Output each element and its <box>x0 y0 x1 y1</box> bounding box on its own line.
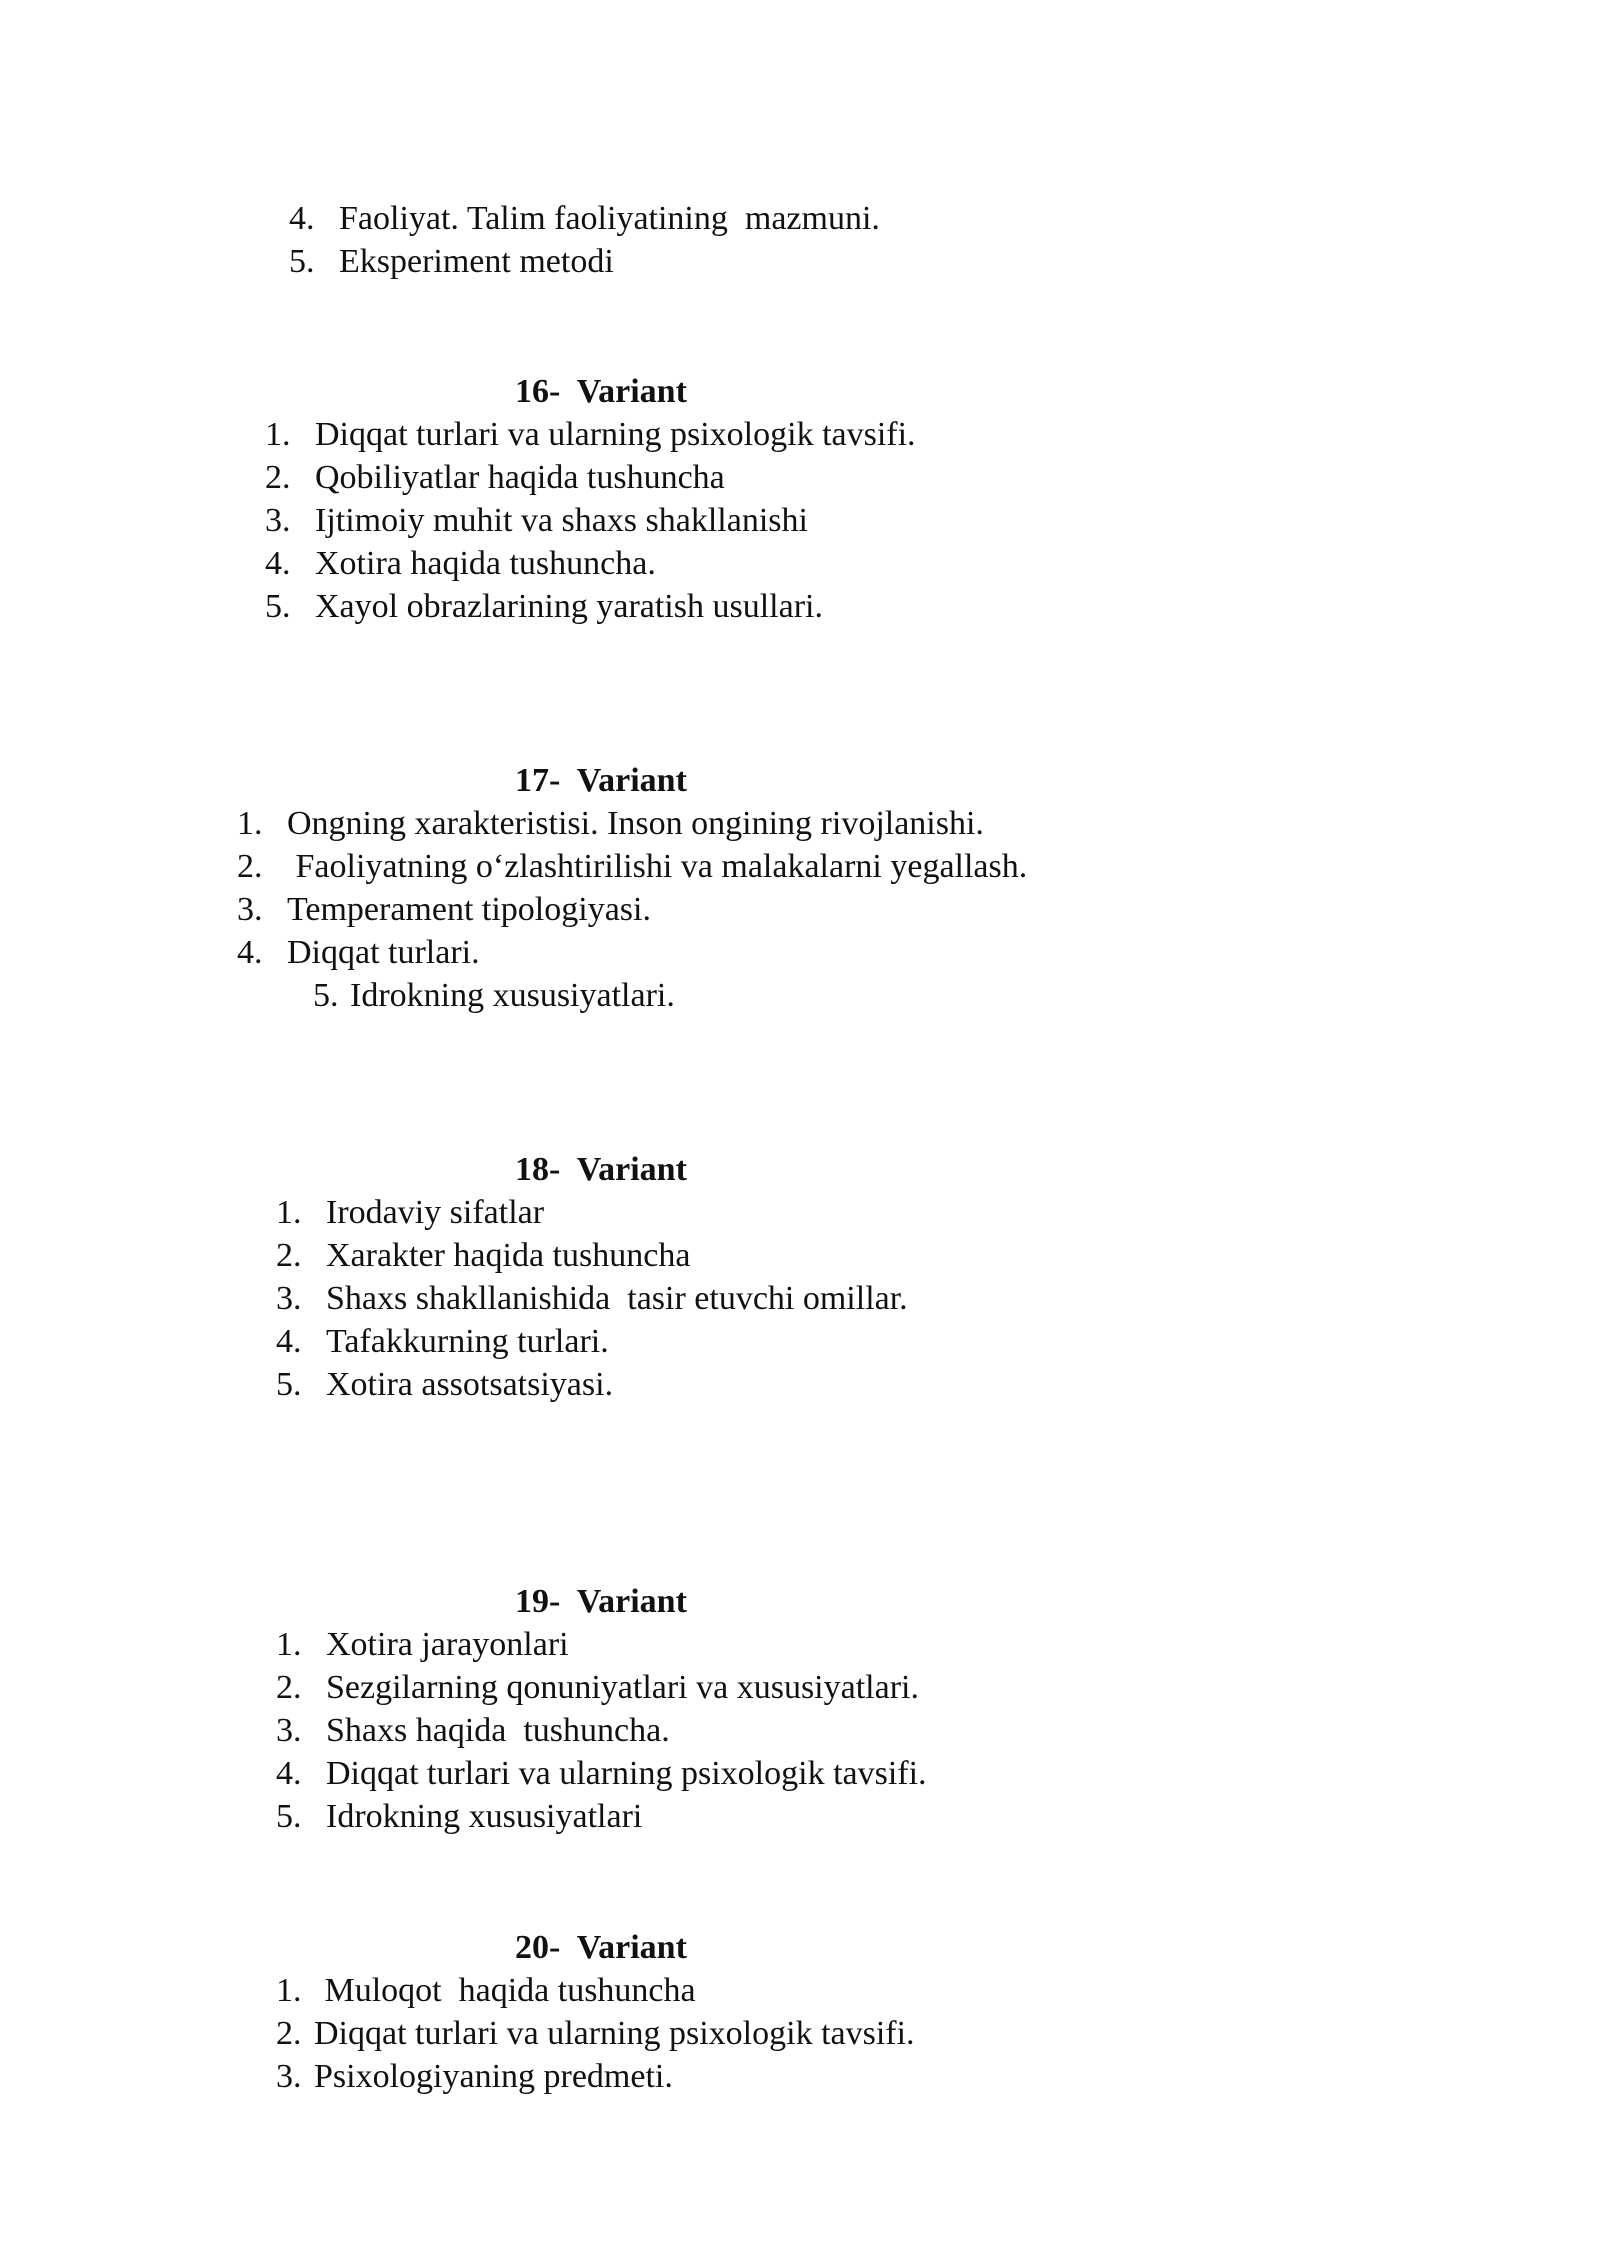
list-item <box>237 931 480 974</box>
item-text: Idrokning xususiyatlari. <box>350 977 675 1014</box>
item-number: 4. <box>289 200 315 237</box>
list-item <box>265 499 808 542</box>
item-number: 4. <box>265 545 291 582</box>
list-item <box>276 1191 544 1234</box>
item-number: 2. <box>276 1669 302 1706</box>
list-item <box>276 1320 609 1363</box>
item-number: 1. <box>265 416 291 453</box>
item-number: 3. <box>276 2058 302 2095</box>
item-text: Xotira jarayonlari <box>326 1626 569 1663</box>
item-text: Eksperiment metodi <box>339 243 614 280</box>
item-number: 3. <box>276 1712 302 1749</box>
list-item <box>255 197 614 326</box>
item-text: Xotira haqida tushuncha. <box>315 545 656 582</box>
list-item <box>313 974 675 1017</box>
item-number: 2. <box>265 459 291 496</box>
item-text: Diqqat turlari va ularning psixologik tavsifi. <box>326 1755 927 1792</box>
item-text: Idrokning xususiyatlari <box>326 1798 643 1835</box>
item-number: 5. <box>313 977 339 1014</box>
list-item <box>276 1363 613 1406</box>
item-text: Xayol obrazlarining yaratish usullari. <box>315 588 823 625</box>
list-item <box>276 1709 670 1752</box>
item-number: 1. <box>276 1626 302 1663</box>
item-text: Temperament tipologiyasi. <box>287 891 651 928</box>
variant-heading: 19- Variant <box>515 1583 687 1620</box>
item-number: 2. <box>276 2015 302 2052</box>
item-number: 3. <box>265 502 291 539</box>
item-text: Xotira assotsatsiyasi. <box>326 1366 614 1403</box>
item-number: 1. <box>237 805 263 842</box>
item-number: 1. <box>276 1972 302 2009</box>
item-text: Diqqat turlari va ularning psixologik tavsifi. <box>315 416 916 453</box>
list-item <box>276 1666 919 1709</box>
item-number: 5. <box>276 1366 302 1403</box>
list-item <box>237 888 651 931</box>
item-text: Ongning xarakteristisi. Inson ongining rivojlanishi. <box>287 805 984 842</box>
variant-heading: 17- Variant <box>515 762 687 799</box>
item-number: 2. <box>276 1237 302 1274</box>
item-text: Diqqat turlari. <box>287 934 480 971</box>
item-text: Faoliyat. Talim faoliyatining mazmuni. <box>339 200 880 237</box>
list-item <box>276 1752 927 1795</box>
list-item <box>265 585 823 628</box>
item-text: Shaxs haqida tushuncha. <box>326 1712 670 1749</box>
list-item <box>276 2055 673 2098</box>
item-number: 5. <box>276 1798 302 1835</box>
item-number: 5. <box>265 588 291 625</box>
item-text: Shaxs shakllanishida tasir etuvchi omillar. <box>326 1280 908 1317</box>
item-text: Faoliyatning o‘zlashtirilishi va malakalarni yegallash. <box>287 848 1028 885</box>
item-text: Diqqat turlari va ularning psixologik tavsifi. <box>314 2015 915 2052</box>
item-number: 2. <box>237 848 263 885</box>
list-item <box>276 1277 908 1320</box>
item-text: Tafakkurning turlari. <box>326 1323 609 1360</box>
list-item <box>276 1969 696 2012</box>
list-item <box>237 845 1027 888</box>
variant-heading: 16- Variant <box>515 373 687 410</box>
list-item <box>276 1795 642 1838</box>
item-text: Psixologiyaning predmeti. <box>314 2058 673 2095</box>
item-text: Irodaviy sifatlar <box>326 1194 545 1231</box>
item-text: Ijtimoiy muhit va shaxs shakllanishi <box>315 502 808 539</box>
variant-heading: 18- Variant <box>515 1151 687 1188</box>
item-number: 4. <box>276 1755 302 1792</box>
list-item <box>265 413 916 456</box>
list-item <box>237 802 984 845</box>
list-item <box>265 456 725 499</box>
list-item <box>265 542 656 585</box>
variant-heading: 20- Variant <box>515 1929 687 1966</box>
list-item <box>276 1234 690 1277</box>
list-item <box>276 2012 915 2055</box>
item-text: Muloqot haqida tushuncha <box>316 1972 696 2009</box>
item-text: Qobiliyatlar haqida tushuncha <box>315 459 725 496</box>
item-number: 1. <box>276 1194 302 1231</box>
item-number: 4. <box>237 934 263 971</box>
item-number: 4. <box>276 1323 302 1360</box>
item-text: Sezgilarning qonuniyatlari va xususiyatlari. <box>326 1669 919 1706</box>
item-number: 5. <box>289 243 315 280</box>
item-number: 3. <box>237 891 263 928</box>
item-text: Xarakter haqida tushuncha <box>326 1237 691 1274</box>
list-item <box>276 1623 569 1666</box>
item-number: 3. <box>276 1280 302 1317</box>
